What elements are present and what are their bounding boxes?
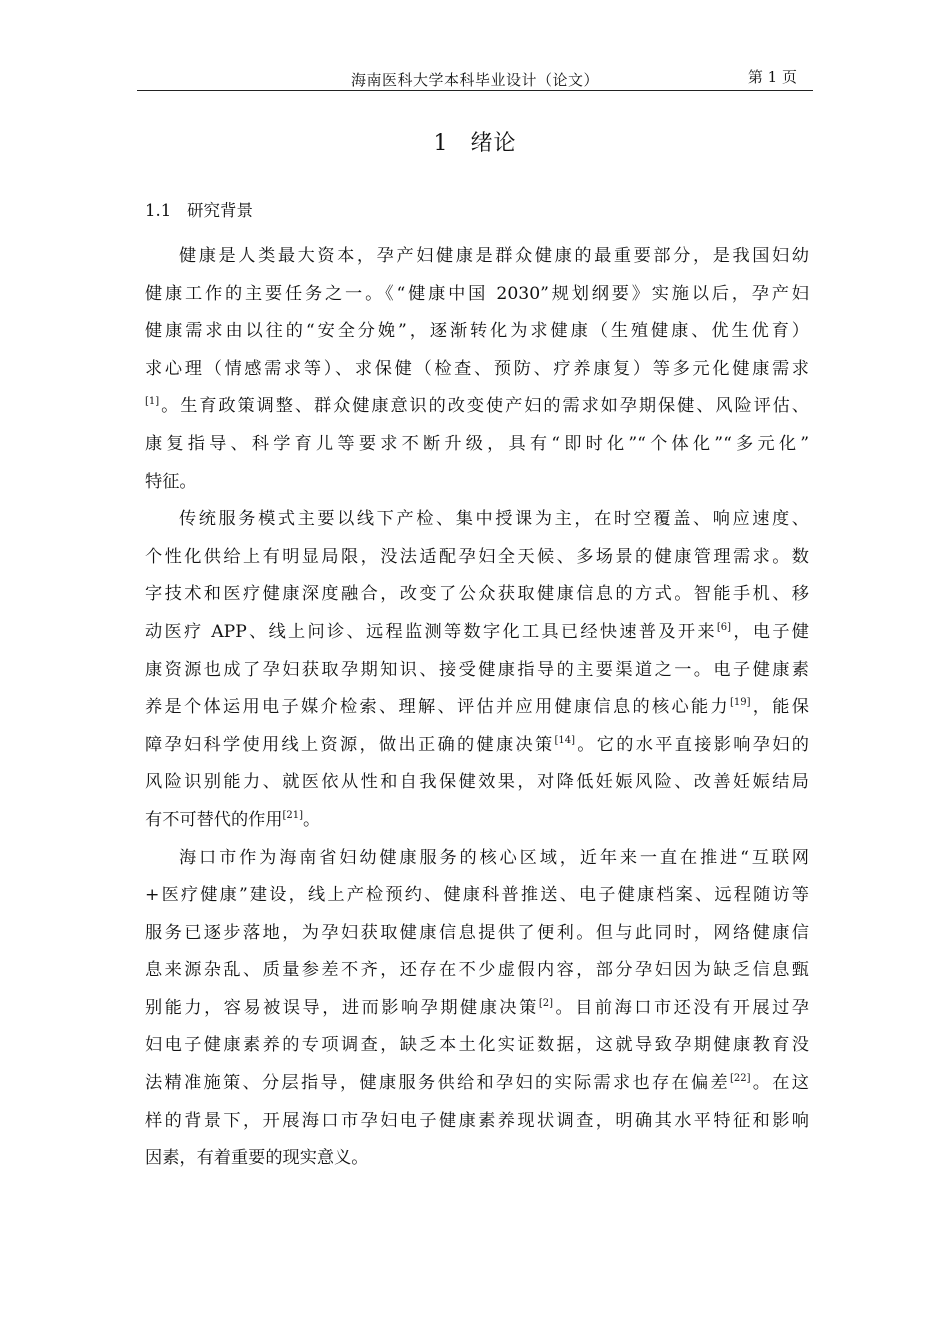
line-text: 因素，有着重要的现实意义。 bbox=[145, 1148, 369, 1169]
text-line bbox=[145, 802, 809, 840]
line-text: 法精准施策、分层指导，健康服务供给和孕妇的实际需求也存在偏差 bbox=[145, 1073, 730, 1094]
line-text: 健康工作的主要任务之一。《“健康中国 2030”规划纲要》实施以后，孕产妇 bbox=[145, 283, 809, 304]
paragraph bbox=[145, 238, 809, 501]
header-title: 海南医科大学本科毕业设计（论文） bbox=[350, 71, 599, 89]
text-line bbox=[145, 426, 809, 464]
citation: [21] bbox=[282, 809, 304, 821]
paragraph bbox=[145, 501, 809, 839]
line-text: 妇电子健康素养的专项调查，缺乏本土化实证数据，这就导致孕期健康教育没 bbox=[145, 1035, 809, 1056]
text-line bbox=[145, 764, 809, 802]
line-text: 健康需求由以往的“安全分娩”，逐渐转化为求健康（生殖健康、优生优育） bbox=[145, 321, 809, 342]
text-line bbox=[145, 539, 809, 577]
chapter-title bbox=[0, 126, 950, 157]
section-number: 1.1 bbox=[145, 201, 172, 220]
text-line bbox=[145, 1027, 809, 1065]
line-text: 养是个体运用电子媒介检索、理解、评估并应用健康信息的核心能力 bbox=[145, 697, 730, 718]
paragraph bbox=[145, 840, 809, 1178]
section-title: 研究背景 bbox=[187, 201, 253, 220]
body-text bbox=[145, 238, 809, 1178]
line-text: 。目前海口市还没有开展过孕 bbox=[553, 997, 809, 1018]
line-text: 健康是人类最大资本，孕产妇健康是群众健康的最重要部分，是我国妇幼 bbox=[179, 246, 809, 266]
citation: [14] bbox=[554, 734, 575, 746]
line-text: 障孕妇科学使用线上资源，做出正确的健康决策 bbox=[145, 734, 555, 755]
line-text: 传统服务模式主要以线下产检、集中授课为主，在时空覆盖、响应速度、 bbox=[179, 509, 809, 530]
line-text: 康复指导、科学育儿等要求不断升级，具有“即时化”“个体化”“多元化” bbox=[145, 433, 809, 454]
text-line bbox=[145, 990, 809, 1028]
text-line bbox=[145, 915, 809, 953]
line-text: 别能力，容易被误导，进而影响孕期健康决策 bbox=[145, 997, 539, 1018]
line-text: 有不可替代的作用 bbox=[145, 809, 283, 830]
text-line bbox=[145, 689, 809, 727]
line-text: 。在这 bbox=[750, 1073, 809, 1094]
text-line bbox=[145, 576, 809, 614]
text-line bbox=[145, 652, 809, 690]
text-line bbox=[145, 276, 809, 314]
citation: [19] bbox=[729, 697, 751, 709]
text-line bbox=[145, 313, 809, 351]
citation: [1] bbox=[145, 396, 160, 408]
text-line bbox=[145, 1140, 809, 1178]
citation: [6] bbox=[716, 621, 732, 633]
line-text: 求心理（情感需求等）、求保健（检查、预防、疗养康复）等多元化健康需求 bbox=[145, 358, 809, 379]
line-text: 样的背景下，开展海口市孕妇电子健康素养现状调查，明确其水平特征和影响 bbox=[145, 1110, 809, 1131]
text-line bbox=[145, 388, 809, 426]
text-line bbox=[145, 351, 809, 389]
line-text: 。生育政策调整、群众健康意识的改变使产妇的需求如孕期保健、风险评估、 bbox=[159, 396, 809, 417]
text-line bbox=[145, 877, 809, 915]
header-page-number: 第 1 页 bbox=[747, 68, 797, 86]
line-text: +医疗健康”建设，线上产检预约、健康科普推送、电子健康档案、远程随访等 bbox=[145, 885, 809, 906]
chapter-number: 1 bbox=[433, 131, 449, 156]
page-header bbox=[137, 60, 813, 91]
line-text: 息来源杂乱、质量参差不齐，还存在不少虚假内容，部分孕妇因为缺乏信息甄 bbox=[145, 960, 809, 981]
text-line bbox=[145, 952, 809, 990]
line-text: 海口市作为海南省妇幼健康服务的核心区域，近年来一直在推进“互联网 bbox=[179, 847, 809, 868]
line-text: 服务已逐步落地，为孕妇获取健康信息提供了便利。但与此同时，网络健康信 bbox=[145, 922, 809, 943]
line-text: 个性化供给上有明显局限，没法适配孕妇全天候、多场景的健康管理需求。数 bbox=[145, 546, 809, 567]
line-text: 动医疗 APP、线上问诊、远程监测等数字化工具已经快速普及开来 bbox=[145, 621, 717, 642]
chapter-title-text: 绪论 bbox=[470, 131, 517, 156]
text-line bbox=[145, 840, 809, 878]
text-line bbox=[145, 464, 809, 502]
line-text: 风险识别能力、就医依从性和自我保健效果，对降低妊娠风险、改善妊娠结局 bbox=[145, 772, 809, 793]
citation: [22] bbox=[729, 1073, 751, 1085]
text-line bbox=[145, 1103, 809, 1141]
line-text: 字技术和医疗健康深度融合，改变了公众获取健康信息的方式。智能手机、移 bbox=[145, 584, 809, 605]
line-text: ，电子健 bbox=[731, 621, 809, 642]
text-line bbox=[145, 1065, 809, 1103]
citation: [2] bbox=[538, 997, 553, 1009]
text-line bbox=[145, 727, 809, 765]
text-line bbox=[145, 501, 809, 539]
section-heading bbox=[145, 197, 253, 221]
line-text: 。 bbox=[303, 809, 321, 830]
text-line bbox=[145, 238, 809, 276]
line-text: ，能保 bbox=[750, 697, 809, 718]
text-line bbox=[145, 614, 809, 652]
line-text: 康资源也成了孕妇获取孕期知识、接受健康指导的主要渠道之一。电子健康素 bbox=[145, 659, 809, 680]
line-text: 。它的水平直接影响孕妇的 bbox=[575, 734, 809, 755]
line-text: 特征。 bbox=[145, 471, 197, 492]
